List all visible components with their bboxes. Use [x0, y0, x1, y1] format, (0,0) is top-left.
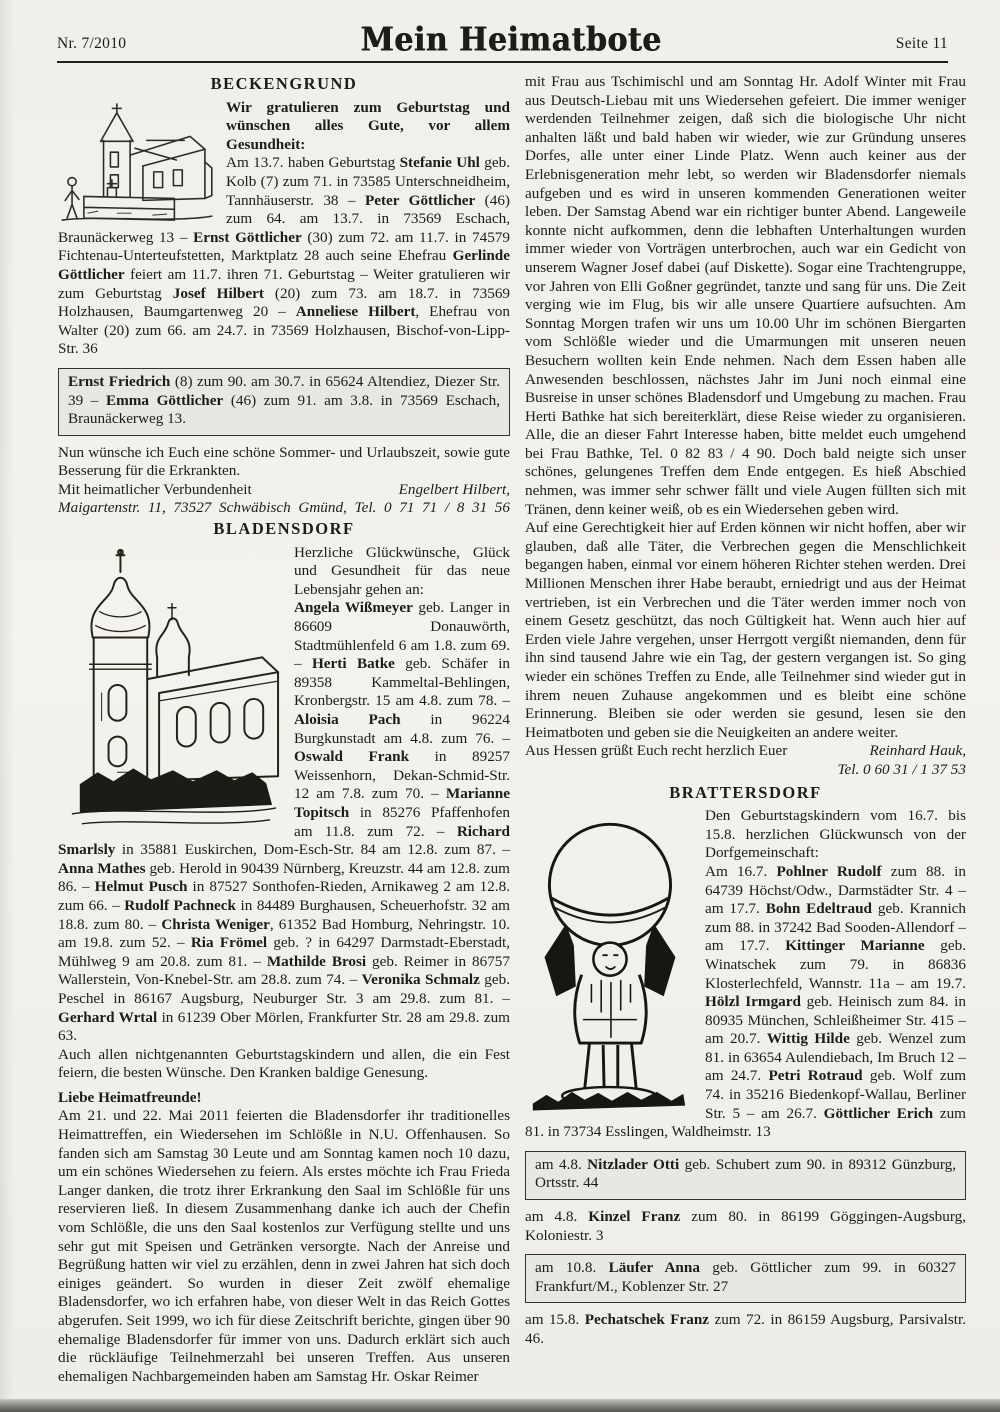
brattersdorf-highlight-box-1 [525, 1151, 966, 1200]
bladensdorf-birthday-list: Angela Wißmeyer geb. Langer in 86609 Donauwörth, Stadtmühlenfeld 6 am 1.8. zum 69. – Herti Batke geb. Schäfer in 89358 Kammeltal-Behlingen, Kronbergstr. 15 am 4.8. zum 78. – Aloisia Pach in 96224 Burgkunstadt am 4.8. zum 76. – Oswald Frank in 89257 Weissenhorn, Dekan-Schmid-Str. 12 am 7.8. zum 70. – Marianne Topitsch in 85276 Pfaffenhofen am 11.8. zum 72. – Richard Smarlsly in 35881 Euskirchen, Dom-Esch-Str. 84 am 12.8. zum 87. – Anna Mathes geb. Herold in 90439 Nürnberg, Kreuzstr. 44 am 12.8. zum 86. – Helmut Pusch in 87527 Sonthofen-Rieden, Arnikaweg 2 am 12.8. zum 66. – Rudolf Pachneck in 84489 Burghausen, Scheuerhofstr. 32 am 18.8. zum 80. – Christa Weniger, 61352 Bad Homburg, Nehringstr. 10. am 19.8. zum 52. – Ria Frömel geb. ? in 64297 Darmstadt-Eberstadt, Mühlweg 9 am 20.8. zum 81. – Mathilde Brosi geb. Reimer in 86757 Wallerstein, Von-Knebel-Str. am 28.8. zum 74. – Veronika Schmalz geb. Peschel in 86167 Augsburg, Neuburger Str. 3 am 29.8. zum 81. – Gerhard Wrtal in 61239 Ober Mörlen, Frankfurter Str. 28 am 29.8. zum 63. [58, 599, 511, 1045]
report-paragraph-2: Auf eine Gerechtigkeit hier auf Erden können wir nicht hoffen, aber wir glauben, daß alle Täter, die Verbrechen gegen die Menschlichkeit begangen haben, einmal vor einem höheren Richter stehen werden. Drei Millionen Menschen ihrer Habe beraubt, erniedrigt und aus der Heimat vertrieben, ist ein Verbrechen und die Täter werden immer noch von einem Gesetz geschützt, das noch Gültigkeit hat. Wenn auch hier auf Erden viele Jahre vergehen, unser Herrgott vergißt niemanden, denn für ihn sind tausend Jahre wie ein Tag, der gestern vergangen ist. So ging wieder ein schönes Treffen zu Ende, alle Teilnehmer sind wieder gut in ihrem neuen Zuhause angekommen und es bleibt eine schöne Erinnerung. Bleiben sie oder werden sie gesund, lesen sie den Heimatboten und geben sie die Neuigkeiten an andere weiter. [525, 519, 966, 741]
letter-body: Am 21. und 22. Mai 2011 feierten die Bladensdorfer ihr traditionelles Heimattreffen, ein Wiedersehen im Schlößle in N.U. Offenhausen. So fanden sich am Samstag 30 Leute und am Sonntag kamen noch 10 dazu, um ein schönes Wiedersehen zu feiern. Als erstes möchte ich Frau Frieda Langer danken, die trotz ihrer Erkrankung den Saal im Schlößle für uns reservieren ließ. In diesem Zusammenhang danke ich auch der Chefin vom Schlößle, die uns den Saal kostenlos zur Verfügung stellte und uns sehr gut mit Speisen und Getränken versorgte. Nach der Anreise und Begrüßung hatten wir viel zu erzählen, denn in zwei Jahren hat sich doch einiges geändert. So wurden in dieser Zeit zwölf ehemalige Bladensdorfer, wo ich erfahren habe, von dieser Welt in das Reich Gottes abgerufen. Seit 1999, wo ich für diese Zeitschrift berichte, gingen über 90 ehemalige Bladensdorfer für immer von uns. Dadurch erklärt sich auch die rückläufige Teilnehmerzahl bei unseren Treffen. Aus unseren ehemaligen Nachbargemeinden haben am Samstag Hr. Oskar Reimer [58, 1107, 510, 1385]
section-title-beckengrund: BECKENGRUND [210, 74, 358, 93]
issue-number: Nr. 7/2010 [57, 35, 127, 52]
scan-edge-band [0, 1399, 1000, 1412]
bladensdorf-also: Auch allen nichtgenannten Geburtstagskindern und allen, die ein Fest feiern, die besten Wünsche. Den Kranken baldige Genesung. [58, 1045, 510, 1082]
atlas-holding-globe-drawing-icon [525, 809, 693, 1117]
brattersdorf-birthday-list: Am 16.7. Pohlner Rudolf zum 88. in 64739 Höchst/Odw., Darmstädter Str. 4 – am 17.7. Bohn Edeltraud geb. Krannich zum 88. in 37242 Bad Sooden-Allendorf – am 17.7. Kittinger Marianne geb. Winatschek zum 79. in 86836 Klosterlechfeld, Wannstr. 11a – am 19.7. Hölzl Irmgard geb. Heinisch zum 84. in 80935 München, Schleißheimer Str. 415 – am 20.7. Wittig Hilde geb. Wenzel zum 81. in 63654 Aulendiebach, Im Bruch 12 – am 24.7. Petri Rotraud geb. Wolf zum 74. in 35216 Biedenkopf-Wallau, Berliner Str. 5 – am 26.7. Göttlicher Erich zum 81. in 73734 Esslingen, Waldheimstr. 13 [525, 862, 967, 1141]
report-signature-name: Reinhard Hauk, [869, 742, 966, 760]
brattersdorf-box2-text: am 10.8. Läufer Anna geb. Göttlicher zum 99. in 60327 Frankfurt/M., Koblenzer Str. 27 [535, 1259, 957, 1295]
beckengrund-article [58, 99, 510, 359]
brattersdorf-box1-text: am 4.8. Nitzlader Otti geb. Schubert zum 90. in 89312 Günzburg, Ortsstr. 44 [535, 1155, 956, 1192]
report-paragraph-1: mit Frau aus Tschimischl und am Sonntag Hr. Adolf Winter mit Frau aus Deutsch-Liebau mit uns Wiedersehen gefeiert. Die immer weniger werdenden Teilnehmer zeigen, daß sich die biologische Uhr nicht anhalten läßt und bald haben wir wieder, wie zur Gründung unseres Dorfes, alle unter einer Linde Platz. Wenn auch keiner aus der Erlebnisgeneration mehr lebt, so werden wir Bladensdorfer niemals aufgeben und es wird in unseren kommenden Generationen weiter leben. Der Samstag Abend war ein richtiger bunter Abend. Langeweile konnte nicht aufkommen, denn die lebhaften Unterhaltungen wurden immer wieder von Vorträgen unterbrochen, auch war ein Gedicht von unserem Wagner Josef dabei (auf Diskette). Sogar eine Trachtengruppe, vor Jahren von Elli Goßner gegründet, tanzte und sang für uns. Die Zeit verging wie im Flug, bis wir alle unsere Quartiere aufsuchten. Am Sonntag Morgen trafen wir uns um 10.00 Uhr im schönen Biergarten vom Schlößle wieder und die Umarmungen mit unseren neuen Besuchern wollten kein Ende nehmen. Nach dem Essen haben alle Anwesenden beschlossen, nächstes Jahr im Juni noch einmal eine Busreise in unser schönes Bladensdorf und Umgebung zu machen. Frau Herti Bathke hat sich bereiterklärt, diese Reise wieder zu organisieren. Alle, die an dieser Fahrt Interesse haben, bitte meldet euch umgehend bei Frau Bathke, Tel. 0 82 83 / 4 90. Doch bald neigte sich unser schönes, gelungenes Treffen dem Ende entgegen. Es hieß Abschied nehmen, was immer sehr schwer fällt und viele Augen füllten sich mit Tränen, denn keiner weiß, ob es ein Wiedersehen geben wird. [525, 73, 966, 518]
page-number: Seite 11 [895, 35, 948, 52]
brattersdorf-highlight-box-2 [525, 1254, 966, 1303]
beckengrund-closing: Nun wünsche ich Euch eine schöne Sommer- und Urlaubszeit, sowie gute Besserung für die Erkrankten. [58, 443, 510, 480]
brattersdorf-article [525, 807, 966, 1142]
signature-address: Maigartenstr. 11, 73527 Schwäbisch Gmünd, Tel. 0 71 71 / 8 31 56 [58, 499, 510, 517]
section-title-bladensdorf: BLADENSDORF [213, 519, 355, 539]
beckengrund-birthday-list: Am 13.7. haben Geburtstag Stefanie Uhl geb. Kolb (7) zum 71. in 73585 Unterschneidheim, Tannhäuserstr. 38 – Peter Göttlicher (46) zum 64. am 13.7. in 73569 Eschach, Braunäckerweg 13 – Ernst Göttlicher (30) zum 72. am 11.7. in 74579 Fichtenau-Unterteufstetten, Marktplatz 28 auch seine Ehefrau Gerlinde Göttlicher feiert am 11.7. ihren 71. Geburtstag – Weiter gratulieren wir zum Geburtstag Josef Hilbert (20) zum 73. am 18.7. in 73569 Holzhausen, Baumgartenweg 20 – Anneliese Hilbert, Ehefrau von Walter (20) zum 66. am 24.7. in 73569 Holzhausen, Bischof-von-Lipp-Str. 36 [58, 154, 511, 358]
brattersdorf-entry-plain-2: am 15.8. Pechatschek Franz zum 72. in 86159 Augsburg, Parsivalstr. 46. [525, 1311, 966, 1347]
bladensdorf-article [58, 544, 510, 1083]
left-column [58, 73, 510, 1386]
page-header [57, 0, 948, 63]
beckengrund-signature-row [58, 481, 510, 500]
signature-greeting: Mit heimatlicher Verbundenheit [58, 480, 252, 498]
signature-name: Engelbert Hilbert, [398, 480, 510, 498]
brattersdorf-intro: Den Geburtstagskindern vom 16.7. bis 15.8. herzlichen Glückwunsch von der Dorfgemeinschaft: [705, 807, 966, 862]
right-column [525, 73, 966, 1386]
report-signature-row [525, 742, 966, 761]
beckengrund-box-text: Ernst Friedrich (8) zum 90. am 30.7. in 65624 Altendiez, Diezer Str. 39 – Emma Göttlicher (46) zum 91. am 3.8. in 73569 Eschach, Braunäckerweg 13. [68, 372, 501, 428]
section-title-brattersdorf: BRATTERSDORF [669, 782, 822, 802]
report-signature-phone: Tel. 0 60 31 / 1 37 53 [837, 760, 966, 778]
village-church-drawing-icon [58, 101, 216, 225]
page-body [0, 63, 1000, 1386]
beckengrund-lead: Wir gratulieren zum Geburtstag und wünschen alles Gute, vor allem Gesundheit: [226, 98, 510, 153]
baroque-church-drawing-icon [58, 546, 284, 836]
beckengrund-highlight-box [58, 368, 510, 436]
report-signature-greeting: Aus Hessen grüßt Euch recht herzlich Euer [525, 742, 788, 760]
letter-title: Liebe Heimatfreunde! [58, 1088, 202, 1106]
bladensdorf-intro: Herzliche Glückwünsche, Glück und Gesundheit für das neue Lebensjahr gehen an: [294, 543, 510, 598]
brattersdorf-entry-plain-1: am 4.8. Kinzel Franz zum 80. in 86199 Göggingen-Augsburg, Koloniestr. 3 [525, 1208, 966, 1244]
masthead-title: Mein Heimatbote [360, 21, 662, 60]
